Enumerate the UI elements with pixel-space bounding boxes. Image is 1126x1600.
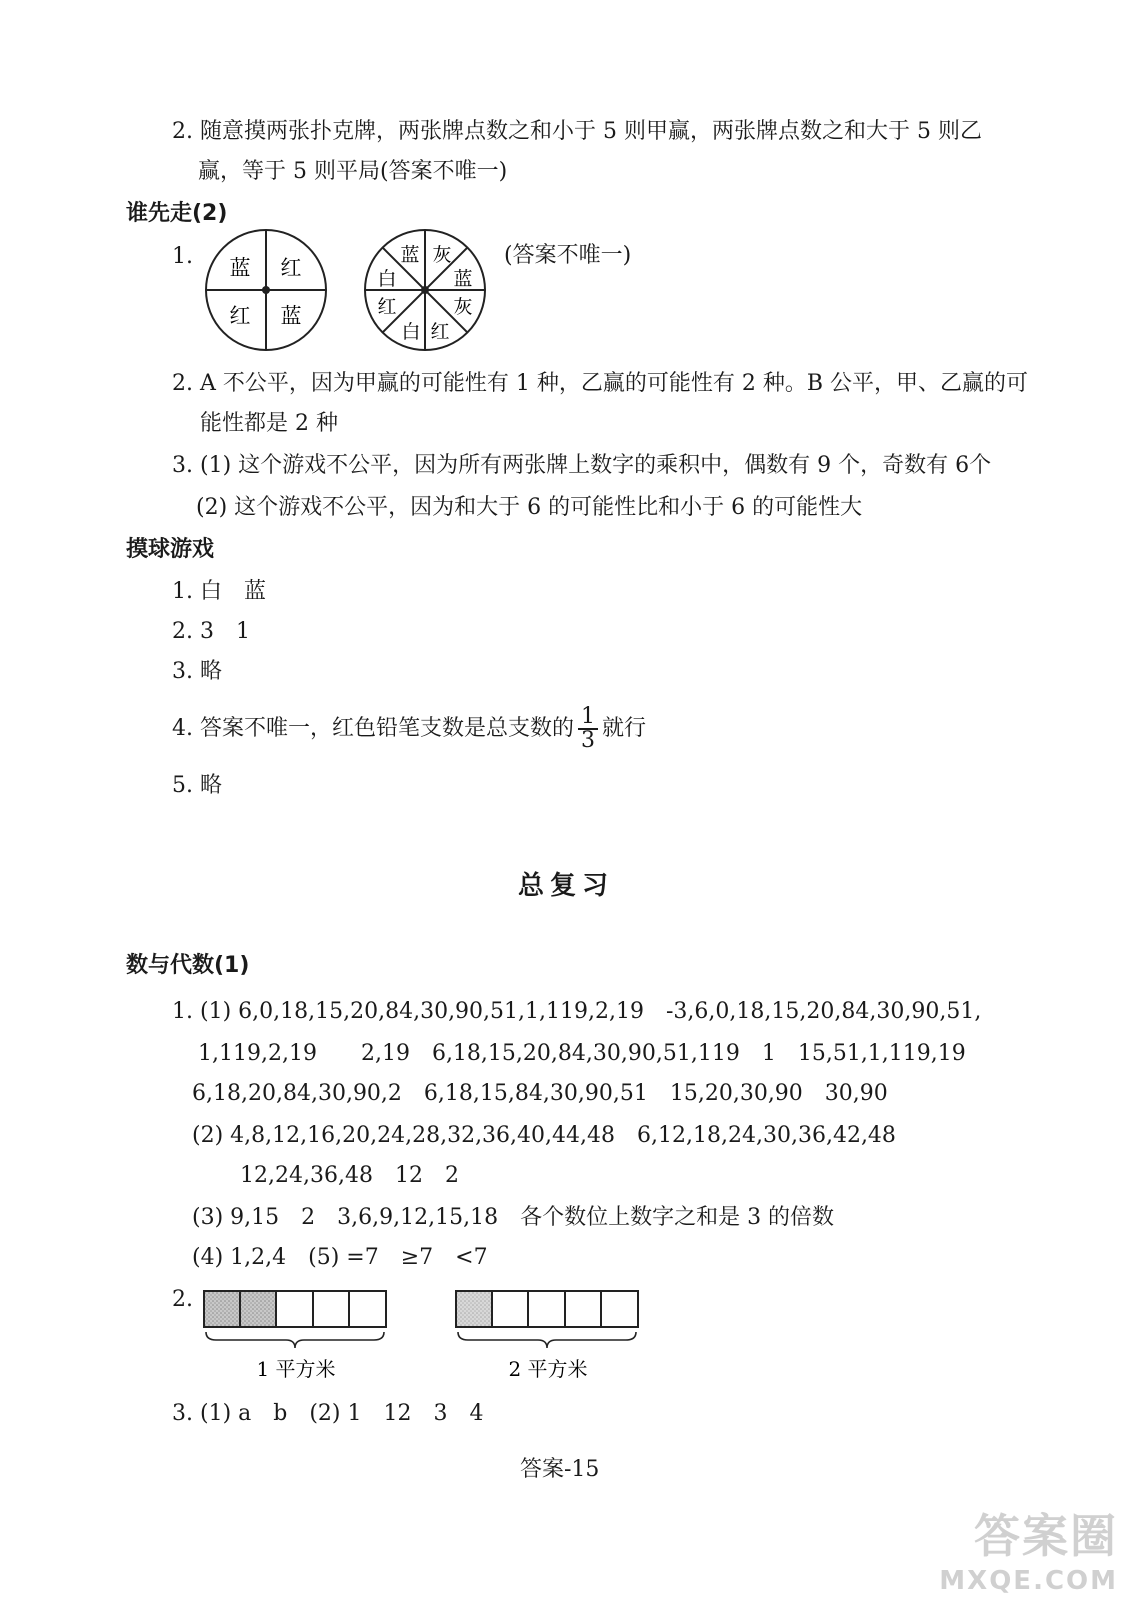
spinner-label: 白: [377, 268, 397, 290]
answer-line: (3) 9,15 2 3,6,9,12,15,18 各个数位上数字之和是 3 的倍数: [192, 1205, 835, 1230]
spinner-label: 红: [430, 321, 450, 343]
answer-line: 3. (1) a b (2) 1 12 3 4: [172, 1401, 484, 1426]
spinner-diagram-1: [200, 228, 336, 352]
section-heading: 谁先走(2): [126, 201, 228, 226]
spinner-label: 白: [401, 321, 421, 343]
page-title: 总复习: [518, 871, 615, 901]
answer-line: 3. (1) 这个游戏不公平，因为所有两张牌上数字的乘积中，偶数有 9 个，奇数有 6个: [172, 453, 992, 478]
fraction: [578, 706, 598, 752]
answer-text: 4. 答案不唯一，红色铅笔支数是总支数的: [172, 716, 574, 741]
watermark-url: MXQE.COM: [939, 1566, 1118, 1596]
answer-text: 就行: [602, 716, 647, 741]
spinner-label: 蓝: [453, 268, 473, 290]
spinner-label: 红: [280, 256, 302, 280]
answer-line: 5. 略: [172, 773, 222, 798]
note: (答案不唯一): [504, 243, 632, 268]
spinner-label: 灰: [453, 296, 473, 318]
page-number: 答案-15: [520, 1457, 600, 1482]
answer-line: 1. (1) 6,0,18,15,20,84,30,90,51,1,119,2,19 -3,6,0,18,15,20,84,30,90,51,: [172, 999, 982, 1024]
section-heading: 摸球游戏: [126, 537, 215, 562]
question-number: 2.: [172, 1287, 193, 1312]
fraction-numerator: 1: [578, 706, 598, 730]
area-grid-2: [452, 1288, 644, 1388]
fraction-denominator: 3: [581, 728, 595, 753]
answer-line: 2. 3 1: [172, 619, 250, 644]
question-number: 1.: [172, 244, 193, 269]
area-grid-1: [200, 1288, 392, 1388]
spinner-label: 灰: [432, 244, 452, 266]
answer-line: (2) 这个游戏不公平，因为和大于 6 的可能性比和小于 6 的可能性大: [196, 495, 863, 520]
watermark-text: 答案圈: [974, 1509, 1118, 1563]
spinner-label: 蓝: [400, 244, 420, 266]
spinner-label: 红: [229, 304, 251, 328]
answer-line: (2) 4,8,12,16,20,24,28,32,36,40,44,48 6,12,18,24,30,36,42,48: [192, 1123, 896, 1148]
answer-line: 1. 白 蓝: [172, 579, 266, 604]
area-label: 1 平方米: [256, 1357, 336, 1381]
area-label: 2 平方米: [508, 1357, 588, 1381]
answer-line: 3. 略: [172, 659, 222, 684]
answer-line: 2. A 不公平，因为甲赢的可能性有 1 种，乙赢的可能性有 2 种。B 公平，甲、乙赢的可: [172, 371, 1028, 396]
spinner-label: 蓝: [280, 304, 302, 328]
spinner-label: 蓝: [229, 256, 251, 280]
answer-line: 赢，等于 5 则平局(答案不唯一): [198, 159, 508, 184]
answer-line: 12,24,36,48 12 2: [240, 1163, 459, 1188]
answer-line-fraction: [172, 706, 646, 752]
watermark-logo: [939, 1500, 1118, 1596]
spinner-diagram-2: [362, 228, 492, 352]
section-heading: 数与代数(1): [126, 953, 250, 978]
answer-line: 2. 随意摸两张扑克牌，两张牌点数之和小于 5 则甲赢，两张牌点数之和大于 5 则乙: [172, 119, 982, 144]
spinner-label: 红: [377, 296, 397, 318]
answer-line: 6,18,20,84,30,90,2 6,18,15,84,30,90,51 15,20,30,90 30,90: [192, 1081, 888, 1106]
answer-line: (4) 1,2,4 (5) =7 ≥7 <7: [192, 1245, 488, 1270]
answer-line: 能性都是 2 种: [200, 411, 338, 436]
answer-line: 1,119,2,19 2,19 6,18,15,20,84,30,90,51,119 1 15,51,1,119,19: [198, 1041, 966, 1066]
